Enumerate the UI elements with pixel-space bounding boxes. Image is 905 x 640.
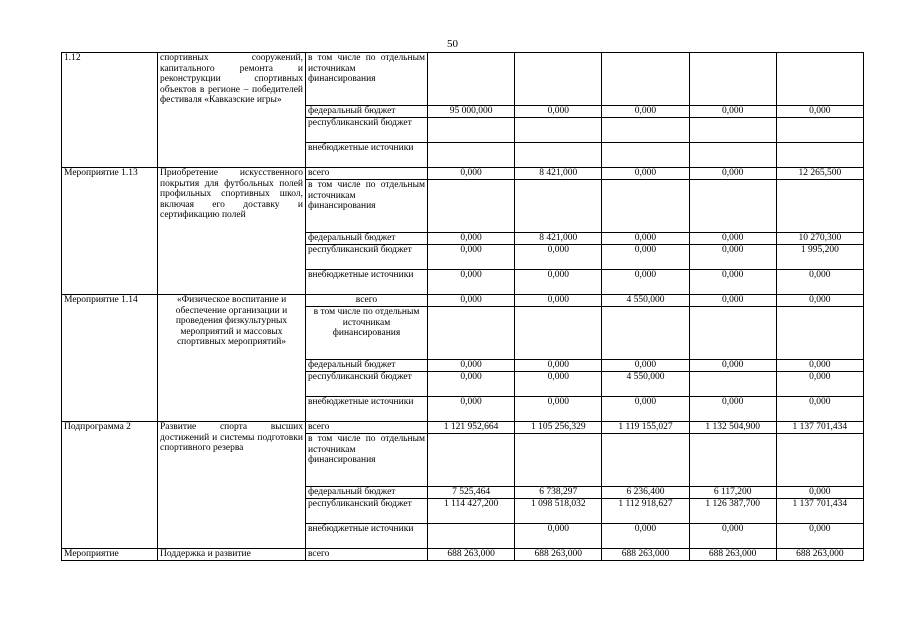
row-code: Подпрограмма 2 xyxy=(62,422,158,549)
table-cell: 0,000 xyxy=(515,360,602,372)
table-cell: 0,000 xyxy=(689,106,776,118)
source-including: в том числе по отдельным источникам финансирования xyxy=(306,53,428,106)
table-cell: 0,000 xyxy=(428,270,515,295)
table-cell: 4 550,000 xyxy=(602,372,689,397)
row-name: спортивных сооружений, капитального ремонта и реконструкции спортивных объектов в регионе – победителей фестиваля «Кавказские игры» xyxy=(158,53,306,168)
table-cell: 0,000 xyxy=(515,295,602,307)
table-cell: 10 270,300 xyxy=(776,233,863,245)
source-extra: внебюджетные источники xyxy=(306,397,428,422)
table-cell: 0,000 xyxy=(602,245,689,270)
table-cell: 0,000 xyxy=(515,245,602,270)
table-cell: 0,000 xyxy=(515,397,602,422)
source-including: в том числе по отдельным источникам финансирования xyxy=(306,434,428,487)
page-number: 50 xyxy=(447,38,458,50)
table-cell: 1 121 952,664 xyxy=(428,422,515,434)
table-cell: 0,000 xyxy=(689,168,776,180)
table-cell: 0,000 xyxy=(428,168,515,180)
source-total: всего xyxy=(306,295,428,307)
source-republic: республиканский бюджет xyxy=(306,499,428,524)
row-name: Развитие спорта высших достижений и системы подготовки спортивного резерва xyxy=(158,422,306,549)
source-including: в том числе по отдельным источникам финансирования xyxy=(306,180,428,233)
source-total: всего xyxy=(306,168,428,180)
budget-table xyxy=(61,52,864,561)
row-code: Мероприятие 1.13 xyxy=(62,168,158,295)
row-code: Мероприятие xyxy=(62,549,158,561)
row-name: «Физическое воспитание и обеспечение организации и проведения физкультурных мероприятий и массовых спортивных мероприятий» xyxy=(158,295,306,422)
table-cell: 0,000 xyxy=(689,270,776,295)
table-row xyxy=(62,53,864,106)
table-cell: 0,000 xyxy=(602,397,689,422)
table-cell: 0,000 xyxy=(515,524,602,549)
table-cell: 1 112 918,627 xyxy=(602,499,689,524)
table-cell: 1 119 155,027 xyxy=(602,422,689,434)
source-extra: внебюджетные источники xyxy=(306,143,428,168)
table-cell: 0,000 xyxy=(515,106,602,118)
table-cell: 0,000 xyxy=(428,360,515,372)
table-cell: 688 263,000 xyxy=(776,549,863,561)
table-cell: 12 265,500 xyxy=(776,168,863,180)
table-cell: 0,000 xyxy=(515,372,602,397)
table-cell: 1 137 701,434 xyxy=(776,499,863,524)
source-extra: внебюджетные источники xyxy=(306,524,428,549)
table-cell: 688 263,000 xyxy=(602,549,689,561)
source-federal: федеральный бюджет xyxy=(306,233,428,245)
table-cell: 0,000 xyxy=(776,397,863,422)
table-cell: 95 000,000 xyxy=(428,106,515,118)
table-cell: 1 995,200 xyxy=(776,245,863,270)
table-cell: 1 098 518,032 xyxy=(515,499,602,524)
table-cell: 0,000 xyxy=(689,245,776,270)
table-cell: 688 263,000 xyxy=(515,549,602,561)
source-federal: федеральный бюджет xyxy=(306,487,428,499)
table-cell: 0,000 xyxy=(776,360,863,372)
table-cell: 0,000 xyxy=(776,295,863,307)
table-cell: 0,000 xyxy=(776,487,863,499)
table-cell: 0,000 xyxy=(689,233,776,245)
table-cell: 6 236,400 xyxy=(602,487,689,499)
table-cell: 0,000 xyxy=(602,233,689,245)
source-total: всего xyxy=(306,422,428,434)
source-republic: республиканский бюджет xyxy=(306,118,428,143)
row-name: Приобретение искусственного покрытия для футбольных полей профильных спортивных школ, включая его доставку и сертификацию полей xyxy=(158,168,306,295)
table-cell: 0,000 xyxy=(602,168,689,180)
table-cell: 0,000 xyxy=(602,106,689,118)
table-cell: 0,000 xyxy=(428,295,515,307)
table-cell xyxy=(428,524,515,549)
table-cell: 0,000 xyxy=(428,245,515,270)
table-row xyxy=(62,422,864,434)
table-cell: 0,000 xyxy=(689,360,776,372)
table-cell: 0,000 xyxy=(515,270,602,295)
row-code: 1.12 xyxy=(62,53,158,168)
table-cell: 1 114 427,200 xyxy=(428,499,515,524)
row-name: Поддержка и развитие xyxy=(158,549,306,561)
table-cell: 8 421,000 xyxy=(515,233,602,245)
table-cell: 0,000 xyxy=(689,397,776,422)
table-cell: 1 126 387,700 xyxy=(689,499,776,524)
source-republic: республиканский бюджет xyxy=(306,372,428,397)
source-extra: внебюджетные источники xyxy=(306,270,428,295)
table-cell: 0,000 xyxy=(428,397,515,422)
table-row xyxy=(62,295,864,307)
row-code: Мероприятие 1.14 xyxy=(62,295,158,422)
table-cell: 6 117,200 xyxy=(689,487,776,499)
table-cell: 0,000 xyxy=(602,360,689,372)
table-cell: 1 132 504,900 xyxy=(689,422,776,434)
table-cell: 0,000 xyxy=(776,372,863,397)
table-row xyxy=(62,549,864,561)
table-cell: 688 263,000 xyxy=(689,549,776,561)
table-cell: 4 550,000 xyxy=(602,295,689,307)
table-row xyxy=(62,168,864,180)
table-cell: 0,000 xyxy=(689,524,776,549)
table-cell: 7 525,464 xyxy=(428,487,515,499)
table-cell: 0,000 xyxy=(776,106,863,118)
table-cell: 6 738,297 xyxy=(515,487,602,499)
table-cell: 0,000 xyxy=(776,270,863,295)
source-total: всего xyxy=(306,549,428,561)
table-cell: 0,000 xyxy=(602,524,689,549)
table-cell: 1 105 256,329 xyxy=(515,422,602,434)
table-cell: 0,000 xyxy=(689,295,776,307)
table-cell: 0,000 xyxy=(428,372,515,397)
table-cell xyxy=(689,372,776,397)
table-cell: 1 137 701,434 xyxy=(776,422,863,434)
table-cell: 688 263,000 xyxy=(428,549,515,561)
table-cell: 8 421,000 xyxy=(515,168,602,180)
source-republic: республиканский бюджет xyxy=(306,245,428,270)
table-cell: 0,000 xyxy=(602,270,689,295)
source-including: в том числе по отдельным источникам финансирования xyxy=(306,307,428,360)
table-cell: 0,000 xyxy=(776,524,863,549)
source-federal: федеральный бюджет xyxy=(306,360,428,372)
source-federal: федеральный бюджет xyxy=(306,106,428,118)
table-cell: 0,000 xyxy=(428,233,515,245)
